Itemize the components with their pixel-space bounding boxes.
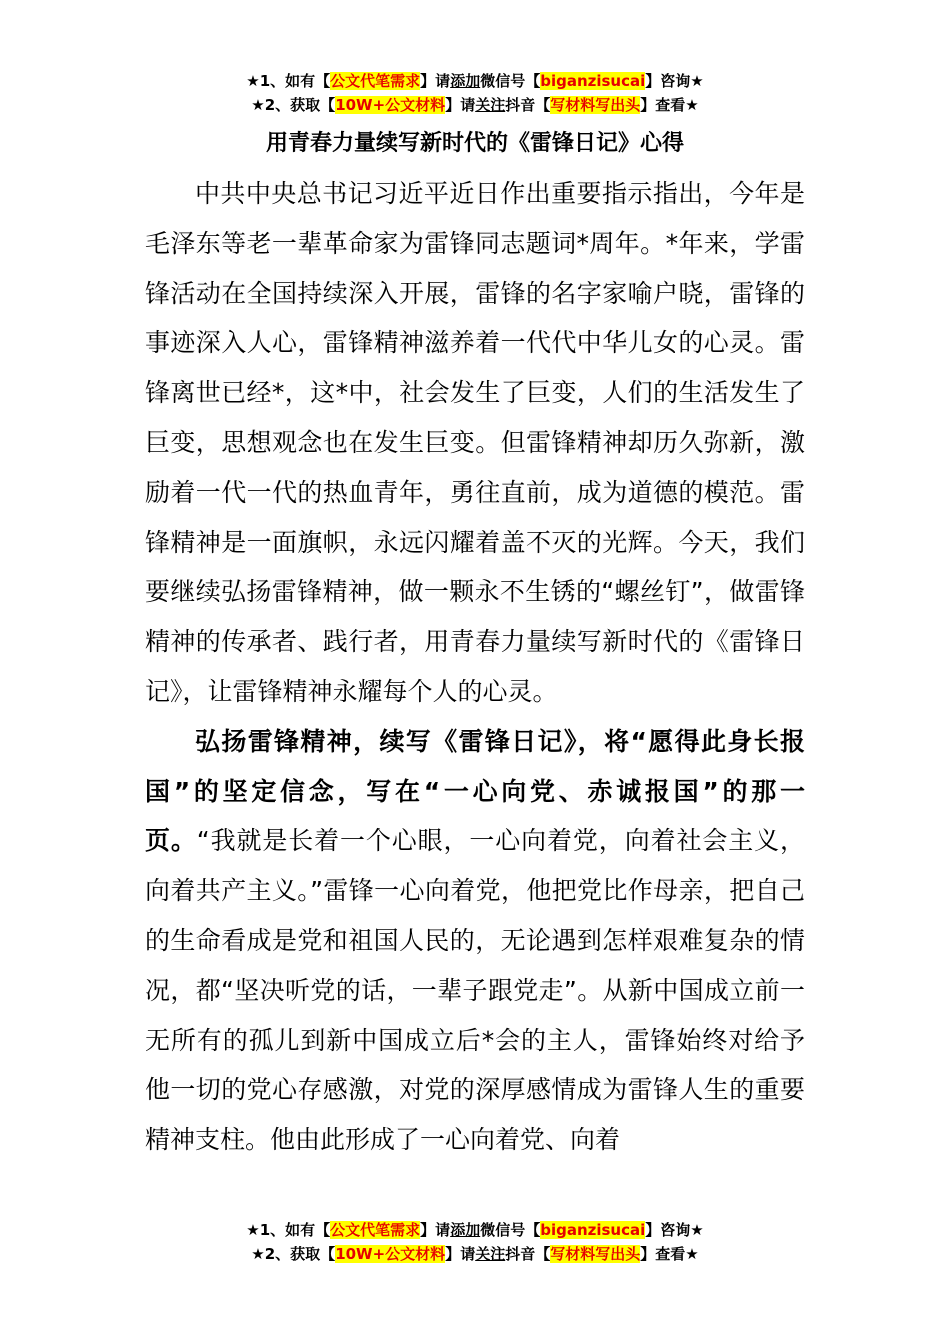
- highlight-douyin-account: 写材料写出头: [550, 96, 641, 114]
- footer-highlight-materials: 10W+公文材料: [335, 1245, 446, 1263]
- footer-line-1: ★1、如有【公文代笔需求】请添加微信号【biganzisucai】咨询★: [246, 1221, 704, 1239]
- footer-banner: [0, 1218, 950, 1266]
- document-body: [145, 169, 805, 1165]
- paragraph-intro: 中共中央总书记习近平近日作出重要指示指出，今年是毛泽东等老一辈革命家为雷锋同志题词*周年。*年来，学雷锋活动在全国持续深入开展，雷锋的名字家喻户晓，雷锋的事迹深入人心，雷锋精神滋养着一代代中华儿女的心灵。雷锋离世已经*，这*中，社会发生了巨变，人们的生活发生了巨变，思想观念也在发生巨变。但雷锋精神却历久弥新，激励着一代一代的热血青年，勇往直前，成为道德的模范。雷锋精神是一面旗帜，永远闪耀着盖不灭的光辉。今天，我们要继续弘扬雷锋精神，做一颗永不生锈的“螺丝钉”，做雷锋精神的传承者、践行者，用青春力量续写新时代的《雷锋日记》，让雷锋精神永耀每个人的心灵。: [145, 179, 805, 706]
- footer-highlight-douyin-account: 写材料写出头: [550, 1245, 641, 1263]
- document-title: 用青春力量续写新时代的《雷锋日记》心得: [265, 131, 684, 156]
- footer-highlight-service: 公文代笔需求: [330, 1221, 421, 1239]
- footer-highlight-wechat-id: biganzisucai: [540, 1221, 646, 1239]
- footer-line-2: ★2、获取【10W+公文材料】请关注抖音【写材料写出头】查看★: [251, 1245, 699, 1263]
- header-banner: [0, 69, 950, 117]
- banner-line-2: ★2、获取【10W+公文材料】请关注抖音【写材料写出头】查看★: [251, 96, 699, 114]
- section-body: “我就是长着一个心眼，一心向着党，向着社会主义，向着共产主义。”雷锋一心向着党，他把党比作母亲，把自己的生命看成是党和祖国人民的，无论遇到怎样艰难复杂的情况，都“坚决听党的话，一辈子跟党走”。从新中国成立前一无所有的孤儿到新中国成立后*会的主人，雷锋始终对给予他一切的党心存感激，对党的深厚感情成为雷锋人生的重要精神支柱。他由此形成了一心向着党、向着: [145, 826, 805, 1155]
- highlight-service: 公文代笔需求: [330, 72, 421, 90]
- banner-line-1: ★1、如有【公文代笔需求】请添加微信号【biganzisucai】咨询★: [246, 72, 704, 90]
- paragraph-section-1: [145, 717, 805, 1165]
- highlight-wechat-id: biganzisucai: [540, 72, 646, 90]
- highlight-materials: 10W+公文材料: [335, 96, 446, 114]
- section-heading: 弘扬雷锋精神，续写《雷锋日记》，将“愿得此身长报国”的坚定信念，写在“一心向党、赤诚报国”的那一页。: [145, 726, 805, 856]
